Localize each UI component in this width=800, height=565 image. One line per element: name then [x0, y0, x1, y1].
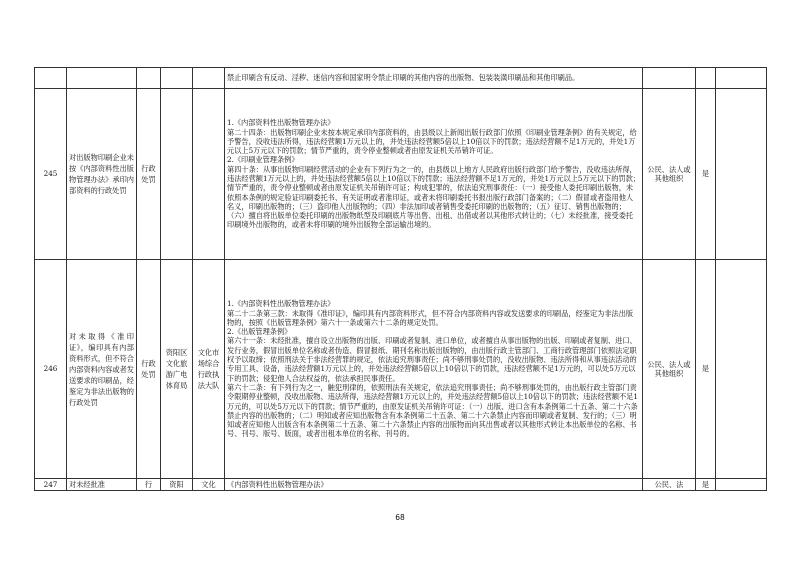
table-row [35, 479, 767, 491]
item-type: 行 [137, 479, 161, 491]
target-subject: 公民、法 [643, 479, 696, 491]
executing-body [193, 68, 225, 89]
basis-line: 禁止印刷含有反动、淫秽、迷信内容和国家明令禁止印刷的其他内容的出版物、包装装潢印刷品和其他印刷品。 [227, 73, 580, 83]
legal-basis [225, 260, 643, 479]
table-row [35, 89, 767, 260]
basis-line: 《内部资料性出版物管理办法》 [227, 479, 328, 489]
basis-line: 2.《出版管理条例》 [227, 327, 292, 337]
row-index: 245 [35, 89, 67, 260]
basis-line: 第四十条：从事出版物印刷经营活动的企业有下列行为之一的，由县级以上地方人民政府出版行政部门给予警告，没收违法所得，违法经营额1万元以上的，并处违法经营额5倍以上10倍以下的罚款；违法经营额不足1万元的，并处1万元以上5万元以下的罚款；情节严重的，责令停业整顿或者由原发证机关吊销许可证；构成犯罪的，依法追究刑事责任：（一）接受他人委托印刷出版物，未依照本条例的规定验证印刷委托书、有关证明或者准印证，或者未将印刷委托书报出版行政部门备案的；（二）假冒或者盗用他人名义，印刷出版物的；（三）盗印他人出版物的；（四）非法加印或者销售受委托印刷的出版物的；（五）征订、销售出版物的；（六）擅自将出版单位委托印刷的出版物纸型及印刷底片等出售、出租、出借或者以其他形式转让的；（七）未经批准，接受委托印刷境外出版物的，或者未将印刷的境外出版物全部运输出境的。 [227, 164, 640, 230]
item-name [67, 89, 137, 260]
item-name [67, 68, 137, 89]
department: 资阳 [161, 479, 193, 491]
applicable-flag: 是 [696, 260, 716, 479]
applicable-flag [696, 68, 716, 89]
executing-body [193, 89, 225, 260]
item-type [137, 68, 161, 89]
row-index: 246 [35, 260, 67, 479]
target-subject: 公民、法人或其他组织 [643, 89, 696, 260]
item-type-text: 行政处罚 [141, 359, 156, 379]
executing-body: 文化 [193, 479, 225, 491]
department [161, 260, 193, 479]
page-number: 68 [395, 513, 405, 522]
basis-line: 第二十四条：出版物印刷企业未按本规定承印内部资料的，由县级以上新闻出版行政部门依照《印刷业管理条例》的有关规定，给予警告，没收违法所得，违法经营额1万元以上的，并处违法经营额5倍以上10倍以下的罚款；违法经营额不足1万元的，并处1万元以上5万元以下的罚款；情节严重的，责令停业整顿或者由原发证机关吊销许可证。 [227, 127, 637, 156]
item-name: 对未经批准 [67, 479, 137, 491]
item-name-text: 对出版物印刷企业未按《内部资料性出版物管理办法》承印内部资料的行政处罚 [69, 153, 134, 195]
penalty-table [34, 67, 767, 491]
legal-basis [225, 479, 643, 491]
row-index [35, 68, 67, 89]
item-type [137, 89, 161, 260]
remarks-cell [716, 68, 767, 89]
basis-line: 第二十二条第三款：未取得《准印证》，编印具有内部资料形式，但不符合内部资料内容或发送要求的印刷品，经鉴定为非法出版物的，按照《出版管理条例》第六十一条或第六十二条的规定处罚。 [227, 308, 634, 327]
department [161, 89, 193, 260]
applicable-flag: 是 [696, 479, 716, 491]
basis-line: 第六十二条：有下列行为之一，触犯刑律的，依照刑法有关规定，依法追究刑事责任；尚不够刑事处罚的，由出版行政主管部门责令限期停业整顿，没收出版物、违法所得，违法经营额1万元以上的，并处违法经营额5倍以上10倍以下的罚款；违法经营额不足1万元的，可以处5万元以下的罚款；情节严重的，由原发证机关吊销许可证：（一）出版、进口含有本条例第二十五条、第二十六条禁止内容的出版物的；（二）明知或者应知出版物含有本条例第二十五条、第二十六条禁止内容而印刷或者复制、发行的；（三）明知或者应知他人出版含有本条例第二十五条、第二十六条禁止内容的出版物而向其出售或者以其他形式转让本出版单位的名称、书号、刊号、版号、版面，或者出租本单位的名称、刊号的。 [227, 382, 638, 439]
target-subject: 公民、法人或其他组织 [643, 260, 696, 479]
item-name [67, 260, 137, 479]
executing-body-text: 文化市场综合行政执法大队 [197, 348, 220, 390]
basis-line: 第六十一条：未经批准，擅自设立出版物的出版、印刷或者复制、进口单位，或者擅自从事出版物的出版、印刷或者复制、进口、发行业务，假冒出版单位名称或者伪造、假冒报纸、期刊名称出版出版物的，由出版行政主管部门、工商行政管理部门依照法定职权予以取缔；依照刑法关于非法经营罪的规定，依法追究刑事责任；尚不够刑事处罚的，没收出版物、违法所得和从事违法活动的专用工具、设备，违法经营额1万元以上的，并处违法经营额5倍以上10倍以下的罚款，违法经营额不足1万元的，可以处5万元以下的罚款；侵犯他人合法权益的，依法承担民事责任。 [227, 336, 637, 383]
item-name-text: 对未取得《准印证》，编印具有内部资料形式，但不符合内部资料内容或者发送要求的印刷品，经鉴定为非法出版物的行政处罚 [69, 331, 134, 407]
legal-basis [225, 68, 643, 89]
department [161, 68, 193, 89]
item-type [137, 260, 161, 479]
remarks-cell [716, 89, 767, 260]
legal-basis [225, 89, 643, 260]
table-row [35, 260, 767, 479]
remarks-cell [716, 479, 767, 491]
basis-line: 2.《印刷业管理条例》 [227, 155, 299, 165]
department-text: 资阳区文化旅游广电体育局 [165, 348, 188, 390]
basis-line: 1.《内部资料性出版物管理办法》 [227, 118, 335, 128]
item-type-text: 行政处罚 [141, 164, 156, 184]
row-index: 247 [35, 479, 67, 491]
basis-line: 1.《内部资料性出版物管理办法》 [227, 299, 335, 309]
target-subject [643, 68, 696, 89]
executing-body [193, 260, 225, 479]
table-row [35, 68, 767, 89]
remarks-cell [716, 260, 767, 479]
applicable-flag: 是 [696, 89, 716, 260]
